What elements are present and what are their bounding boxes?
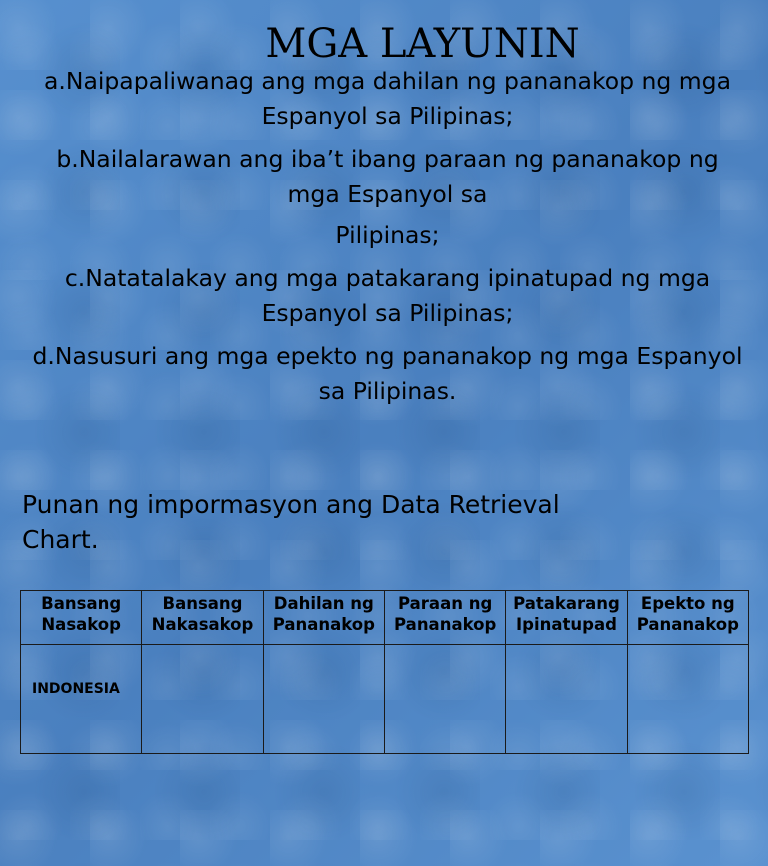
page-title: MGA LAYUNIN: [265, 21, 580, 67]
header-patakarang-ipinatupad: [506, 591, 627, 645]
table-row: [21, 645, 749, 754]
header-line: Bansang: [41, 594, 122, 613]
table-cell-empty[interactable]: [627, 645, 748, 754]
header-line: Epekto ng: [640, 594, 735, 613]
table-cell-empty[interactable]: [384, 645, 505, 754]
table-cell-empty[interactable]: [506, 645, 627, 754]
header-epekto-ng-pananakop: [627, 591, 748, 645]
header-bansang-nakasakop: [142, 591, 263, 645]
header-line: Patakarang: [513, 594, 620, 613]
header-line: Ipinatupad: [516, 615, 617, 634]
header-line: Pananakop: [272, 615, 375, 634]
header-line: Pananakop: [636, 615, 739, 634]
table-cell-empty[interactable]: [263, 645, 384, 754]
header-line: Nasakop: [41, 615, 121, 634]
objective-b: b.Nailalarawan ang iba’t ibang paraan ng pananakop ng mga Espanyol sa: [56, 145, 719, 208]
header-line: Dahilan ng: [273, 594, 374, 613]
objective-b-continuation: Pilipinas;: [335, 221, 440, 249]
table-cell-country: INDONESIA: [21, 645, 142, 754]
header-dahilan-ng-pananakop: [263, 591, 384, 645]
objective-d: d.Nasusuri ang mga epekto ng pananakop ng mga Espanyol sa Pilipinas.: [32, 342, 743, 405]
header-line: Bansang: [162, 594, 243, 613]
data-retrieval-chart: [20, 590, 749, 754]
objective-a: a.Naipapaliwanag ang mga dahilan ng pananakop ng mga Espanyol sa Pilipinas;: [44, 67, 731, 130]
instruction-text: Punan ng impormasyon ang Data Retrieval Chart.: [22, 490, 560, 554]
header-paraan-ng-pananakop: [384, 591, 505, 645]
objectives-list: [30, 64, 745, 417]
header-line: Nakasakop: [151, 615, 254, 634]
header-line: Paraan ng: [398, 594, 493, 613]
objective-c: c.Natatalakay ang mga patakarang ipinatupad ng mga Espanyol sa Pilipinas;: [64, 264, 711, 327]
header-line: Pananakop: [394, 615, 497, 634]
header-bansang-nasakop: [21, 591, 142, 645]
table-header-row: [21, 591, 749, 645]
table-cell-empty[interactable]: [142, 645, 263, 754]
